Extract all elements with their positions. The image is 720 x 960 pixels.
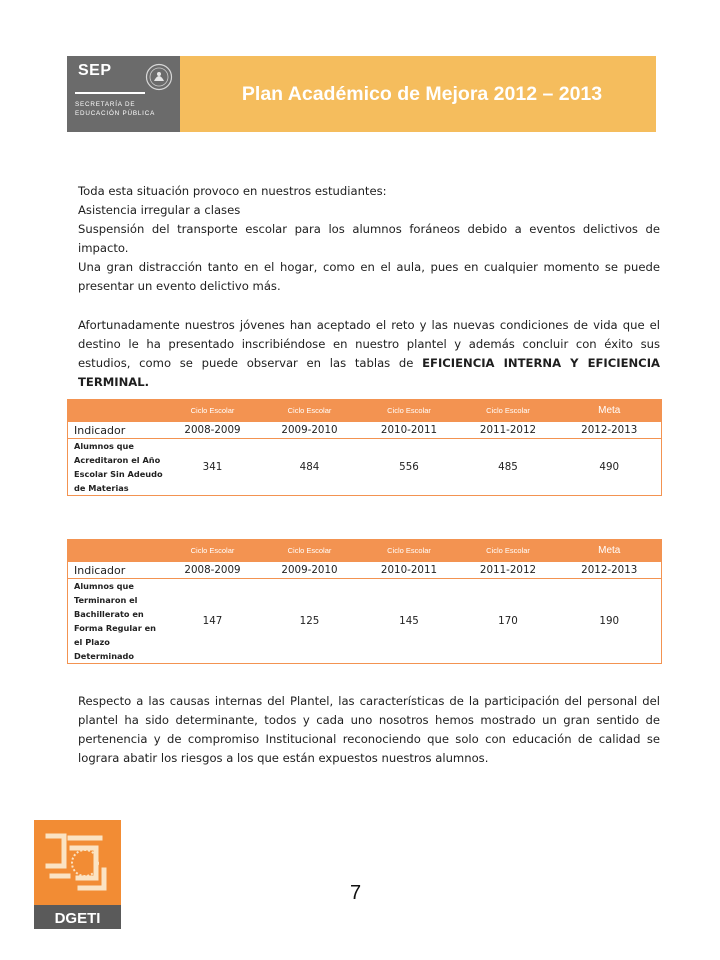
value-cell: 147 <box>166 579 260 664</box>
header-cell: Meta <box>558 539 662 562</box>
efficiency-paragraph <box>78 316 660 392</box>
year-cell: 2008-2009 <box>166 422 260 439</box>
text-line: Una gran distracción tanto en el hogar, como en el aula, pues en cualquier momento se puede presentar un evento delictivo más. <box>78 260 660 293</box>
header-cell: Ciclo Escolar <box>260 539 360 562</box>
value-cell: 556 <box>360 439 459 496</box>
year-cell: 2009-2010 <box>260 422 360 439</box>
table-years-row <box>68 562 662 579</box>
sep-logo <box>67 56 180 132</box>
table-header-row <box>68 539 662 562</box>
table-header-row <box>68 399 662 422</box>
header-cell: Ciclo Escolar <box>360 399 459 422</box>
value-cell: 485 <box>459 439 558 496</box>
header-cell: Ciclo Escolar <box>166 539 260 562</box>
value-cell: 145 <box>360 579 459 664</box>
value-cell: 170 <box>459 579 558 664</box>
header-cell <box>68 399 166 422</box>
mexico-seal-icon <box>145 63 173 91</box>
closing-paragraph <box>78 692 660 768</box>
row-label: Alumnos que Terminaron el Bachillerato en Forma Regular en el Plazo Determinado <box>68 579 166 664</box>
value-cell: 490 <box>558 439 662 496</box>
text-line: Asistencia irregular a clases <box>78 203 241 217</box>
dgeti-logo <box>34 820 121 929</box>
intro-paragraph <box>78 182 660 296</box>
year-cell: 2008-2009 <box>166 562 260 579</box>
header-cell: Ciclo Escolar <box>260 399 360 422</box>
agency-subtitle: SECRETARÍA DE EDUCACIÓN PÚBLICA <box>75 101 156 117</box>
indicator-label: Indicador <box>68 562 166 579</box>
agency-name: SEP <box>78 62 112 79</box>
header-cell: Ciclo Escolar <box>459 539 558 562</box>
header-cell: Ciclo Escolar <box>459 399 558 422</box>
dgeti-label: DGETI <box>54 910 101 927</box>
internal-efficiency-table <box>67 399 662 496</box>
year-cell: 2012-2013 <box>558 422 662 439</box>
page-number: 7 <box>350 882 362 904</box>
table-row <box>68 579 662 664</box>
header-cell: Ciclo Escolar <box>166 399 260 422</box>
year-cell: 2011-2012 <box>459 422 558 439</box>
text-line: Suspensión del transporte escolar para los alumnos foráneos debido a eventos delictivos de impacto. <box>78 222 660 255</box>
terminal-efficiency-table <box>67 539 662 664</box>
page-title: Plan Académico de Mejora 2012 – 2013 <box>241 82 603 105</box>
year-cell: 2011-2012 <box>459 562 558 579</box>
header-cell <box>68 539 166 562</box>
agency-divider <box>75 92 145 94</box>
dgeti-emblem-icon <box>40 826 115 900</box>
value-cell: 341 <box>166 439 260 496</box>
paragraph-text: Afortunadamente nuestros jóvenes han aceptado el reto y las nuevas condiciones de vida que el destino le ha presentado inscribiéndose en nuestro plantel y además concluir con éxito sus estudios, como se puede observar en las tablas de <box>78 318 660 370</box>
row-label: Alumnos que Acreditaron el Año Escolar Sin Adeudo de Materias <box>68 439 166 496</box>
header-cell: Ciclo Escolar <box>360 539 459 562</box>
indicator-label: Indicador <box>68 422 166 439</box>
value-cell: 125 <box>260 579 360 664</box>
header-cell: Meta <box>558 399 662 422</box>
table-years-row <box>68 422 662 439</box>
year-cell: 2010-2011 <box>360 562 459 579</box>
year-cell: 2010-2011 <box>360 422 459 439</box>
paragraph-text: Respecto a las causas internas del Plantel, las características de la participación del personal del plantel ha sido determinante, todos y cada uno nosotros hemos mostrado un gran sentido de pertenencia y de compromiso Institucional reconociendo que solo con educación de calidad se lograra abatir los riesgos a los que están expuestos nuestros alumnos. <box>78 694 660 765</box>
paragraph-bold-text: EFICIENCIA INTERNA Y EFICIENCIA TERMINAL. <box>78 356 660 389</box>
year-cell: 2012-2013 <box>558 562 662 579</box>
value-cell: 484 <box>260 439 360 496</box>
text-line: Toda esta situación provoco en nuestros estudiantes: <box>78 184 387 198</box>
header-banner <box>67 56 656 132</box>
value-cell: 190 <box>558 579 662 664</box>
year-cell: 2009-2010 <box>260 562 360 579</box>
table-row <box>68 439 662 496</box>
